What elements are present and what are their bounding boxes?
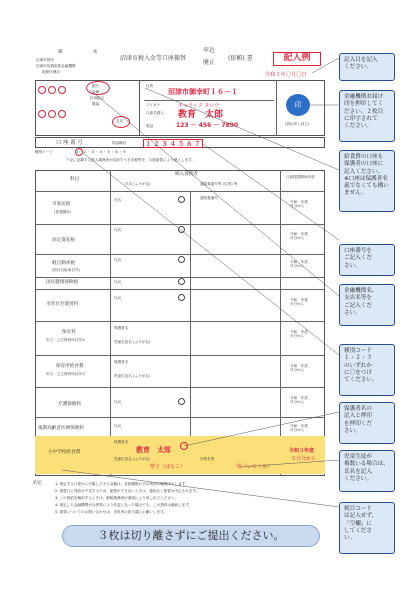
- note-line: 記入日を記入: [344, 57, 378, 63]
- start-value: 令和 年度 月分から: [290, 232, 308, 241]
- row-tax-daycare: 保育料: [62, 330, 76, 335]
- leader-line: [145, 88, 339, 170]
- start-value: 令和 年度 月分から: [290, 200, 308, 209]
- row-tax-vehicle: 軽自動車税: [52, 261, 75, 266]
- note-line: ご記入くだ: [344, 302, 372, 309]
- guardian-label: 保護者名: [114, 326, 129, 330]
- col-tax: 科目: [70, 177, 80, 182]
- start-value: 令和 年度 月分から: [290, 396, 308, 405]
- school-meal-start: 令和３年度: [289, 448, 315, 454]
- leader-line: [62, 470, 339, 507]
- school-meal-guardian: 教育 太郎: [136, 446, 171, 454]
- leader-line: [240, 460, 339, 467]
- form-title-apply: 申込: [203, 47, 216, 54]
- addressee-label-2: 宛: [93, 50, 98, 55]
- form-title: 沼津市税入金等口座振替: [120, 55, 187, 62]
- row-tax-vehicle-sub: (原付自転車以外): [52, 268, 80, 272]
- clause: 4. 指定した金融機関が合併等により変更になった場合でも、この契約は継続します。: [55, 503, 193, 507]
- guardian-label: 保護者名: [114, 360, 129, 364]
- addressee-org-2: 沼津市収納取扱金融機関: [36, 64, 76, 68]
- school-meal-child: 聖子（はなこ）: [150, 464, 186, 470]
- start-value: 令和 年度 月分から: [290, 364, 308, 373]
- row-tax-daycare-sub: 市立・公立保育所以外の: [46, 338, 86, 342]
- school-meal-start-month: ５月分から: [291, 456, 317, 462]
- note-line: 口座番号を: [344, 248, 372, 254]
- note-line: に〇をつけ: [344, 369, 372, 376]
- addressee-label: 様: [58, 50, 63, 55]
- note-line: １・２・３: [344, 355, 372, 362]
- school-label: 学校名等: [200, 457, 215, 461]
- note-line: さい。: [344, 427, 361, 434]
- start-value: 令和 年度 月分から: [290, 260, 308, 269]
- note-line: ※口座は保護者名: [344, 175, 388, 182]
- institution-agri: 農協: [92, 102, 100, 106]
- submit-banner: ３枚は切り離さずにご提出ください。: [62, 525, 320, 547]
- note-line: ださい。２枚目: [344, 108, 384, 115]
- sample-stamp: 記入例: [273, 52, 321, 66]
- note-line: 記入と押印: [344, 413, 372, 420]
- note-bank-name: [339, 284, 395, 326]
- kana-value: キョウイク タロウ: [178, 103, 220, 109]
- note-line: 保護者名の: [344, 406, 372, 412]
- col-payer-sub: 氏名 (ふりがな): [125, 182, 151, 186]
- start-value: 令和 年度 月分から: [290, 298, 308, 307]
- row-tax-property: 固定資産税: [52, 238, 75, 243]
- note-line: 税目コード: [344, 506, 372, 512]
- payer-name-label: 氏名: [114, 296, 122, 300]
- note-line: ください。: [344, 123, 372, 130]
- note-line: 種別コード: [344, 348, 372, 354]
- payer-name-label: 氏名: [114, 228, 122, 232]
- payer-name-label: 氏名: [114, 280, 122, 284]
- name-value: 教育 太郎: [178, 110, 224, 120]
- leader-line: [90, 90, 339, 296]
- institution-credit: 信用組合: [90, 96, 105, 100]
- note-line: ません。: [344, 190, 367, 197]
- note-line: 複数いる場合は、: [344, 461, 389, 468]
- leader-line: [184, 412, 339, 446]
- row-tax-resident: 市県民税: [52, 202, 71, 207]
- clause: 3. この契約を解約するときは、納税義務者が書面により申し出てください。: [55, 496, 179, 500]
- code-label: 種別コード: [35, 150, 53, 154]
- registered-seal: 印: [286, 94, 310, 116]
- child-label: 児童生徒名 (ふりがな): [114, 374, 151, 378]
- application-date: 令和３年〇月〇日: [265, 72, 307, 78]
- payer-name-label: 氏名: [114, 258, 122, 262]
- child-label: 児童生徒名 (ふりがな): [114, 340, 151, 344]
- row-tax-health: 国民健康保険税: [46, 280, 79, 285]
- col-notice: 通知書番号等 (住所) 等: [200, 182, 238, 186]
- address-label: 住所: [146, 84, 154, 88]
- form-title-cancel: 廃止: [203, 59, 216, 66]
- note-line: さい。: [344, 262, 361, 269]
- institution-branch: 支店: [116, 119, 124, 123]
- phone-value: 123 － 456 － 7890: [176, 122, 239, 129]
- leader-line: [312, 58, 339, 73]
- school-meal-class: 一組（いちくみ）: [232, 464, 273, 470]
- row-tax-meal-sub: 市立・公立保育所以外の: [46, 372, 86, 376]
- note-line: 記入ください。: [344, 168, 384, 175]
- note-line: い。: [344, 535, 356, 542]
- note-line: を押印くだ: [344, 420, 372, 427]
- payer-name-label: 氏名: [114, 424, 122, 428]
- account-number: １２３４５６７: [145, 140, 203, 148]
- row-tax-care: 介護保険料: [58, 402, 81, 407]
- note-line: 保護者の口座に: [344, 161, 384, 168]
- payer-name-label: 氏名: [114, 198, 122, 202]
- phone-label: 電話: [146, 124, 154, 128]
- note-line: 「空欄」に: [344, 520, 372, 527]
- child-label: 児童生徒名 (ふりがな): [114, 457, 151, 461]
- account-instruction: 下記に記載する納入義務者が負担すべき市税等を、口座振替により納入します。: [66, 158, 196, 162]
- note-children: [339, 450, 395, 492]
- col-payer: 納入義務者: [175, 172, 198, 177]
- row-tax-housing: 市営住宅使用料: [46, 302, 79, 307]
- institution-bank: 銀行: [92, 84, 100, 88]
- note-line: ください。: [344, 64, 372, 71]
- note-line: てください。: [344, 377, 378, 384]
- note-line: 金融機関名、: [344, 288, 378, 294]
- addressee-org: 沼津市役所: [36, 58, 54, 62]
- row-tax-resident-sub: (普通徴収): [54, 210, 72, 214]
- note-line: 児童生徒が: [344, 454, 372, 460]
- row-tax-elderly: 後期高齢者医療保険料: [38, 426, 84, 431]
- note-seal: [339, 90, 395, 142]
- note-type-code: [339, 344, 395, 396]
- note-guardian: [339, 402, 395, 444]
- notice-label: 通知書番号: [200, 196, 218, 200]
- clause: 1. 指定する口座から引落しできる金額は、各納期限の日の残高の範囲内とします。: [55, 482, 189, 486]
- seal-note: (届出印と同じ): [285, 122, 310, 126]
- code-options: 1・2・3・4・5・6・9: [76, 150, 127, 154]
- leader-line: [82, 152, 339, 355]
- note-line: 印を押印してく: [344, 101, 384, 108]
- note-date: [339, 53, 395, 81]
- name-label: 口座名義人: [146, 111, 164, 115]
- clause: 5. 振替についてのお問い合わせは、市役所の担当課にお願いします。: [55, 510, 168, 514]
- note-line: ご記入くだ: [344, 255, 372, 262]
- col-start: 口座振替開始年度: [286, 175, 315, 179]
- row-tax-meal: 保育所給食費: [56, 364, 84, 369]
- account-type-label: 預金種目: [112, 141, 127, 145]
- note-line: に印字されて: [344, 115, 378, 122]
- note-tax-code: [339, 502, 395, 554]
- row-tax-school-meal: 小中学校給食費: [48, 450, 81, 455]
- addressee-org-3: 取扱代理店: [42, 70, 60, 74]
- start-value: 令和 年度 月分から: [290, 424, 308, 433]
- note-line: さい。: [344, 309, 361, 316]
- start-value: 令和 年度 月分から: [290, 330, 308, 339]
- payer-name-label: 氏名: [114, 400, 122, 404]
- note-line: は記入せず、: [344, 513, 378, 520]
- account-label: 口 座 番 号: [56, 140, 83, 146]
- note-account-number: [339, 244, 395, 276]
- note-line: 氏名を記入: [344, 468, 372, 475]
- guardian-label: 保護者名: [114, 440, 129, 444]
- leader-line: [203, 144, 339, 240]
- kana-label: フリガナ: [146, 103, 161, 107]
- note-meal-account: [339, 150, 395, 212]
- note-line: のいずれか: [344, 362, 372, 369]
- note-line: 義でなくても構い: [344, 183, 389, 190]
- note-line: 給食費の口座も: [344, 154, 384, 160]
- institution-vault: 金庫: [92, 90, 100, 94]
- clauses-heading: 約定: [33, 481, 43, 486]
- note-line: 支店名等を: [344, 295, 372, 302]
- note-line: 金融機関お届け: [344, 94, 384, 100]
- note-line: ください。: [344, 475, 372, 482]
- clause: 2. 振替日に残高が不足するため、振替ができないときは、通知なく振替は中止されます。: [55, 489, 200, 493]
- form-title-suffix: (依頼) 書: [228, 55, 253, 62]
- address-value: 沼津市御幸町１６－１: [168, 88, 238, 96]
- note-line: してくださ: [344, 527, 372, 534]
